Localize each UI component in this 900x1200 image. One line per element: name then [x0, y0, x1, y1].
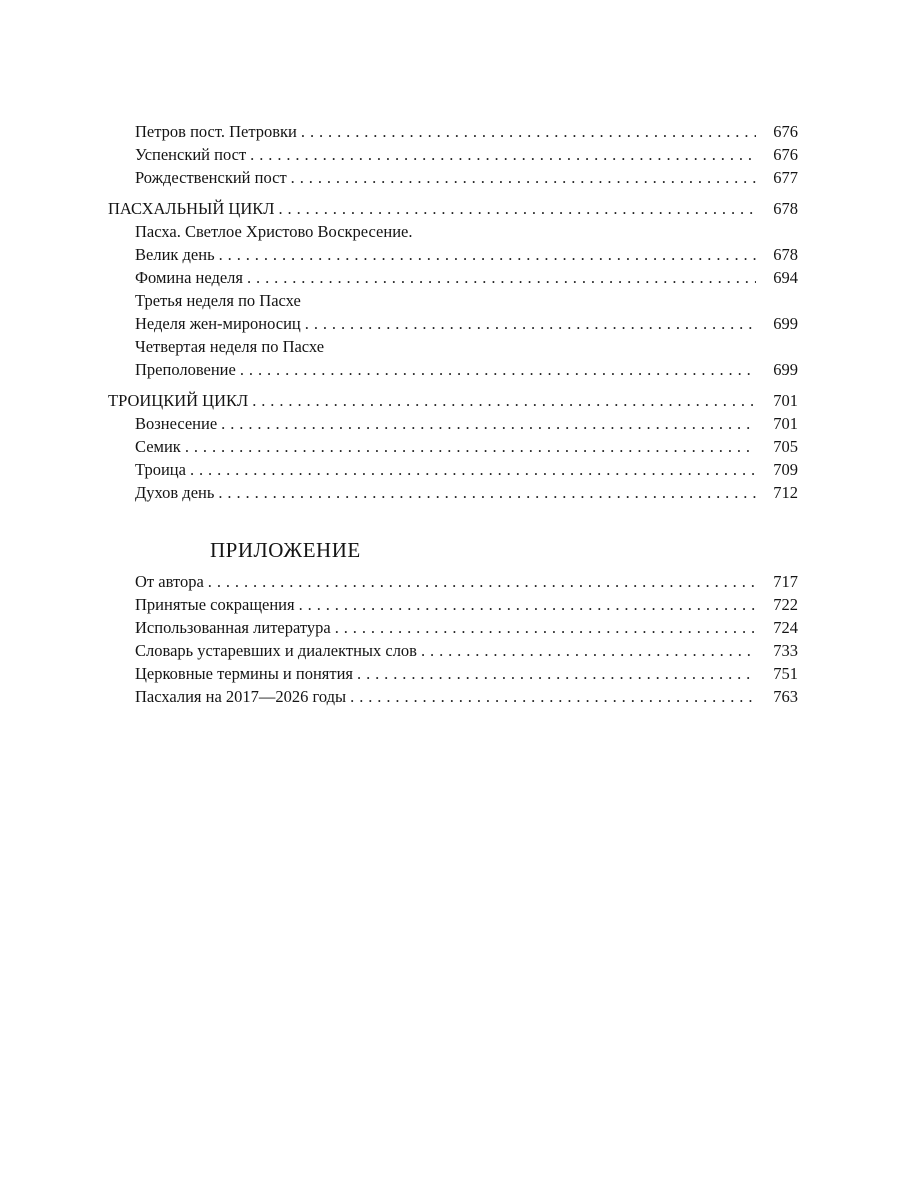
dot-leader — [250, 143, 756, 166]
toc-entry-title-line1: Третья неделя по Пасхе — [135, 291, 301, 310]
appendix-heading: ПРИЛОЖЕНИЕ — [210, 538, 361, 562]
toc-entry-title: От автора — [135, 572, 204, 591]
toc-entry-title: Духов день — [135, 483, 215, 502]
dot-leader — [247, 266, 756, 289]
toc-entry-title: Использованная литература — [135, 618, 331, 637]
toc-entry-title: Успенский пост — [135, 145, 247, 164]
toc-entry-page: 677 — [773, 168, 798, 187]
toc-section-title: ПАСХАЛЬНЫЙ ЦИКЛ — [108, 199, 275, 218]
toc-entry-title: Петров пост. Петровки — [135, 122, 297, 141]
toc-entry-page: 717 — [773, 572, 798, 591]
toc-entry-title: Словарь устаревших и диалектных слов — [135, 641, 417, 660]
toc-entry-page: 763 — [773, 687, 798, 706]
toc-entry-fomina-nedelya — [108, 266, 798, 289]
toc-entry-page: 733 — [773, 641, 798, 660]
toc-section-page: 701 — [773, 391, 798, 410]
toc-entry-slovar — [108, 639, 798, 662]
toc-entry-page: 699 — [773, 314, 798, 333]
toc-section-paskhalny — [108, 197, 798, 220]
dot-leader — [299, 593, 756, 616]
toc-entry-page: 701 — [773, 414, 798, 433]
toc-entry-title: Церковные термины и понятия — [135, 664, 354, 683]
dot-leader — [291, 166, 756, 189]
toc-entry-title: Троица — [135, 460, 186, 479]
toc-entry-zhen-mironosits — [108, 289, 798, 335]
dot-leader — [357, 662, 756, 685]
toc-entry-page: 694 — [773, 268, 798, 287]
toc-entry-title-line1: Пасха. Светлое Христово Воскресение. — [135, 222, 413, 241]
toc-entry-voznesenie — [108, 412, 798, 435]
toc-entry-dukhov-den — [108, 481, 798, 504]
toc-entry-title: Рождественский пост — [135, 168, 287, 187]
dot-leader — [219, 243, 756, 266]
dot-leader — [185, 435, 756, 458]
toc-entry-page: 678 — [773, 245, 798, 264]
toc-entry-uspensky-post — [108, 143, 798, 166]
toc-entry-terminy — [108, 662, 798, 685]
toc-entry-troitsa — [108, 458, 798, 481]
toc-entry-ot-avtora — [108, 570, 798, 593]
toc-entry-page: 722 — [773, 595, 798, 614]
toc-entry-title: Преполовение — [135, 360, 236, 379]
toc-entry-page: 724 — [773, 618, 798, 637]
toc-entry-literatura — [108, 616, 798, 639]
toc-entry-sokrashcheniya — [108, 593, 798, 616]
toc-entry-page: 751 — [773, 664, 798, 683]
table-of-contents — [108, 120, 798, 708]
dot-leader — [240, 358, 756, 381]
toc-section-title: ТРОИЦКИЙ ЦИКЛ — [108, 391, 249, 410]
toc-entry-paskha — [108, 220, 798, 266]
dot-leader — [350, 685, 756, 708]
toc-entry-page: 712 — [773, 483, 798, 502]
dot-leader — [278, 197, 756, 220]
toc-entry-paskhaliya — [108, 685, 798, 708]
toc-entry-title-line1: Четвертая неделя по Пасхе — [135, 337, 325, 356]
toc-section-page: 678 — [773, 199, 798, 218]
dot-leader — [252, 389, 756, 412]
toc-entry-title: Неделя жен-мироносиц — [135, 314, 301, 333]
toc-entry-page: 676 — [773, 145, 798, 164]
toc-entry-prepolovenie — [108, 335, 798, 381]
toc-entry-page: 709 — [773, 460, 798, 479]
toc-entry-title: Фомина неделя — [135, 268, 243, 287]
dot-leader — [301, 120, 756, 143]
toc-entry-title: Принятые сокращения — [135, 595, 295, 614]
toc-entry-rozhdestvensky-post — [108, 166, 798, 189]
toc-entry-semik — [108, 435, 798, 458]
dot-leader — [190, 458, 756, 481]
dot-leader — [335, 616, 756, 639]
toc-entry-title: Пасхалия на 2017—2026 годы — [135, 687, 347, 706]
dot-leader — [218, 481, 756, 504]
toc-section-troitsky — [108, 389, 798, 412]
dot-leader — [421, 639, 756, 662]
toc-entry-title: Семик — [135, 437, 181, 456]
toc-entry-title: Вознесение — [135, 414, 218, 433]
toc-entry-petrov-post — [108, 120, 798, 143]
toc-entry-page: 699 — [773, 360, 798, 379]
dot-leader — [221, 412, 756, 435]
toc-entry-title: Велик день — [135, 245, 215, 264]
toc-entry-page: 676 — [773, 122, 798, 141]
dot-leader — [208, 570, 756, 593]
dot-leader — [305, 312, 756, 335]
toc-entry-page: 705 — [773, 437, 798, 456]
